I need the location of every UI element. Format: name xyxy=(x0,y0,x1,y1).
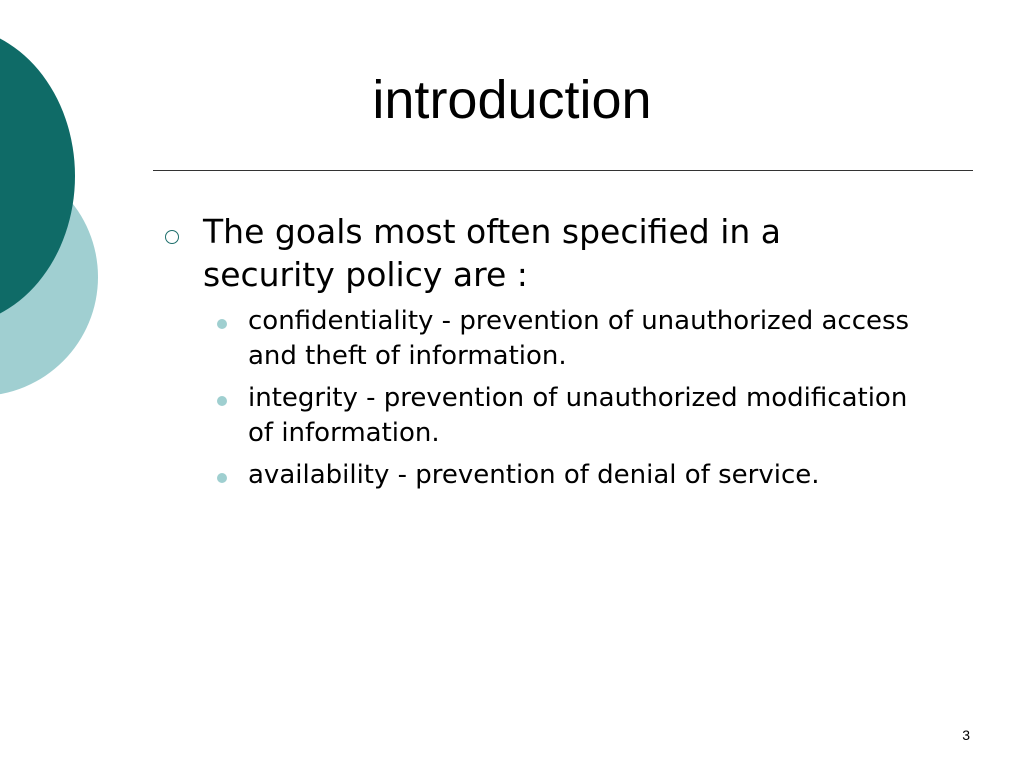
page-number: 3 xyxy=(962,727,970,743)
dot-bullet-icon xyxy=(217,473,227,483)
sub-bullet-text: availability - prevention of denial of service. xyxy=(248,460,820,490)
list-item xyxy=(217,304,917,374)
dot-bullet-icon xyxy=(217,396,227,406)
sub-bullet-list xyxy=(217,304,917,500)
dot-bullet-icon xyxy=(217,319,227,329)
sub-bullet-text: integrity - prevention of unauthorized modification of information. xyxy=(248,383,908,448)
hollow-circle-bullet-icon xyxy=(165,230,179,244)
bullet-text: The goals most often specified in a security policy are : xyxy=(203,212,781,294)
slide-title: introduction xyxy=(372,70,652,130)
sub-bullet-text: confidentiality - prevention of unauthorized access and theft of information. xyxy=(248,306,910,371)
title-divider xyxy=(153,170,973,171)
list-item xyxy=(217,458,917,493)
list-item xyxy=(217,381,917,451)
